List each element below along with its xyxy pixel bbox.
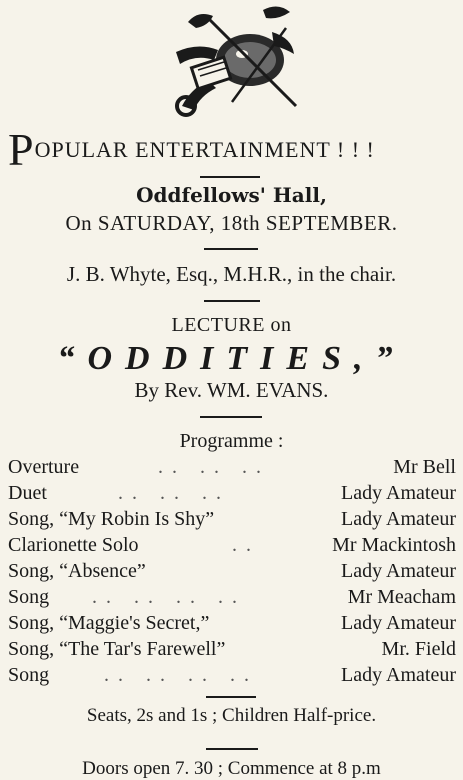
programme-item: Song	[8, 586, 50, 608]
programme-item: Song	[8, 664, 50, 686]
musical-instruments-emblem-icon	[168, 2, 308, 120]
programme-item: Overture	[8, 456, 80, 478]
divider	[206, 748, 258, 750]
programme-row	[8, 456, 456, 480]
divider	[204, 248, 258, 250]
leader-dots: .. .. .. ..	[104, 664, 258, 686]
venue-hall: Oddfellows' Hall,	[136, 183, 327, 207]
programme-row	[8, 508, 456, 532]
chairman-line: J. B. Whyte, Esq., M.H.R., in the chair.	[66, 262, 397, 286]
programme-performer: Lady Amateur	[341, 612, 456, 634]
programme-row	[8, 482, 456, 506]
programme-row	[8, 664, 456, 688]
admission-prices: Seats, 2s and 1s ; Children Half-price.	[86, 705, 377, 726]
leader-dots: ..	[232, 534, 260, 556]
programme-item: Duet	[8, 482, 47, 504]
leader-dots: .. .. ..	[118, 482, 230, 504]
programme-performer: Lady Amateur	[341, 508, 456, 530]
headline-initial: P	[8, 124, 35, 175]
leader-dots: .. .. .. ..	[92, 586, 246, 608]
event-date: On SATURDAY, 18th SEPTEMBER.	[65, 211, 398, 235]
programme-item: Song, “The Tar's Farewell”	[8, 638, 226, 660]
headline	[8, 124, 463, 175]
programme-row	[8, 586, 456, 610]
programme-performer: Mr. Field	[381, 638, 456, 660]
programme-performer: Lady Amateur	[341, 482, 456, 504]
programme-performer: Mr Meacham	[347, 586, 456, 608]
programme-row	[8, 612, 456, 636]
door-times: Doors open 7. 30 ; Commence at 8 p.m	[82, 758, 381, 779]
programme-performer: Lady Amateur	[341, 664, 456, 686]
headline-text: OPULAR ENTERTAINMENT ! ! !	[34, 137, 375, 162]
divider	[204, 300, 260, 302]
programme-heading: Programme :	[179, 430, 284, 452]
lecture-heading: LECTURE on	[171, 314, 292, 336]
programme-performer: Mr Mackintosh	[332, 534, 456, 556]
programme-row	[8, 534, 456, 558]
programme-item: Song, “My Robin Is Shy”	[8, 508, 215, 530]
programme-row	[8, 560, 456, 584]
programme-item: Song, “Maggie's Secret,”	[8, 612, 210, 634]
divider	[200, 416, 262, 418]
programme-row	[8, 638, 456, 662]
programme-performer: Lady Amateur	[341, 560, 456, 582]
divider	[206, 696, 256, 698]
programme-item: Clarionette Solo	[8, 534, 139, 556]
leader-dots: .. .. ..	[158, 456, 270, 478]
programme-item: Song, “Absence”	[8, 560, 146, 582]
divider	[200, 176, 260, 178]
lecture-title: “ODDITIES,”	[57, 340, 406, 377]
programme-performer: Mr Bell	[393, 456, 456, 478]
lecture-speaker: By Rev. WM. EVANS.	[134, 378, 329, 402]
